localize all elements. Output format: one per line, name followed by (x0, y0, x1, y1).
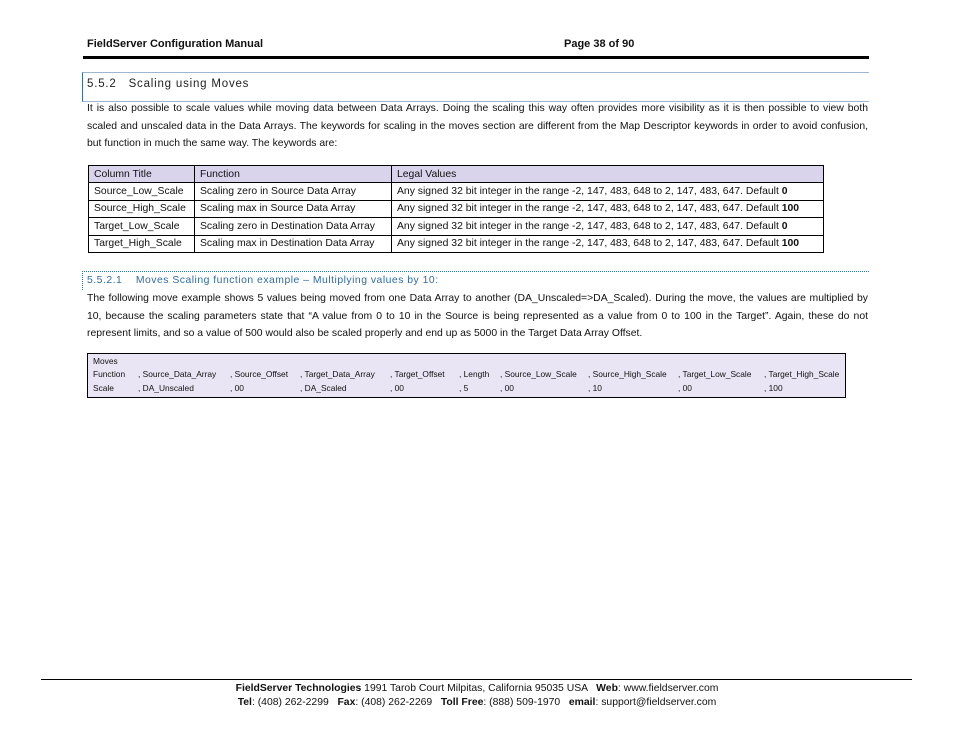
keyword-cell: Target_Low_Scale (89, 218, 195, 235)
default-value: 0 (781, 220, 788, 232)
keywords-table (88, 165, 824, 253)
moves-value: , 00 (390, 383, 404, 393)
keyword-cell: Source_Low_Scale (89, 183, 195, 200)
default-value: 0 (781, 186, 788, 198)
moves-column-label: , Target_High_Scale (764, 369, 840, 379)
table-row (89, 183, 824, 200)
moves-value: , 5 (459, 383, 469, 393)
footer-tel: : (408) 262-2299 (251, 697, 338, 708)
legal-values-text: Any signed 32 bit integer in the range -2, 147, 483, 648 to 2, 147, 483, 647. Default (397, 220, 782, 232)
footer-company: FieldServer Technologies (235, 683, 362, 694)
legal-values-cell (392, 218, 824, 235)
function-cell: Scaling max in Source Data Array (195, 200, 392, 217)
footer-rule (41, 679, 912, 680)
table-row (89, 200, 824, 217)
footer-tel-label: Tel (237, 697, 252, 708)
footer-web-label: Web (596, 683, 618, 694)
table-header-row (89, 166, 824, 183)
moves-column-label: , Length (459, 369, 490, 379)
footer-web: : www.fieldserver.com (617, 683, 719, 694)
moves-column-label: , Source_Data_Array (138, 369, 217, 379)
function-cell: Scaling max in Destination Data Array (195, 235, 392, 252)
moves-value: , DA_Scaled (300, 383, 347, 393)
moves-value: , 00 (500, 383, 514, 393)
table-row (89, 218, 824, 235)
page-header (87, 38, 868, 54)
footer-email: : support@fieldserver.com (595, 697, 717, 708)
moves-example-box (87, 353, 846, 398)
footer-email-label: email (568, 697, 596, 708)
column-header: Legal Values (392, 166, 824, 183)
moves-column-label: Function (93, 369, 126, 379)
moves-column-label: , Source_Low_Scale (500, 369, 577, 379)
moves-title: Moves (93, 356, 118, 366)
manual-title: FieldServer Configuration Manual (87, 38, 264, 50)
footer-address: 1991 Tarob Court Milpitas, California 95035 USA (361, 683, 597, 694)
function-cell: Scaling zero in Destination Data Array (195, 218, 392, 235)
column-header: Column Title (89, 166, 195, 183)
footer-fax: : (408) 262-2269 (355, 697, 441, 708)
moves-column-label: , Source_High_Scale (588, 369, 667, 379)
moves-value: , DA_Unscaled (138, 383, 194, 393)
legal-values-text: Any signed 32 bit integer in the range -2, 147, 483, 648 to 2, 147, 483, 647. Default (397, 203, 782, 215)
moves-column-label: , Target_Data_Array (300, 369, 375, 379)
footer-line-address (0, 683, 954, 694)
moves-value: , 00 (230, 383, 244, 393)
example-paragraph: The following move example shows 5 values being moved from one Data Array to another (DA_Unscaled=>DA_Scaled). During the move, the values are multiplied by 10, because the scaling parameters state that “A value from 0 to 10 in the Source is being represented as a value from 0 to 100 in the Target”. Again, these do not represent limits, and so a value of 500 would also be scaled properly and end up as 5000 in the Target Data Array Offset. (87, 293, 868, 339)
table-row (89, 235, 824, 252)
legal-values-text: Any signed 32 bit integer in the range -2, 147, 483, 648 to 2, 147, 483, 647. Default (397, 238, 782, 250)
moves-column-label: , Source_Offset (230, 369, 289, 379)
footer-line-contact (0, 697, 954, 708)
intro-paragraph: It is also possible to scale values while moving data between Data Arrays. Doing the scaling this way often provides more visibility as it is then possible to view both scaled and unscaled data in the Data Arrays. The keywords for scaling in the moves section are different from the Map Descriptor keywords in order to avoid confusion, but function in much the same way. The keywords are: (87, 103, 868, 149)
legal-values-text: Any signed 32 bit integer in the range -2, 147, 483, 648 to 2, 147, 483, 647. Default (397, 186, 782, 198)
moves-value: , 00 (678, 383, 692, 393)
function-cell: Scaling zero in Source Data Array (195, 183, 392, 200)
footer-fax-label: Fax (337, 697, 356, 708)
default-value: 100 (781, 203, 800, 215)
moves-column-label: , Target_Offset (390, 369, 445, 379)
page-number: Page 38 of 90 (564, 38, 635, 50)
keyword-cell: Target_High_Scale (89, 235, 195, 252)
section-heading: 5.5.2 Scaling using Moves (87, 78, 250, 90)
legal-values-cell (392, 200, 824, 217)
default-value: 100 (781, 238, 800, 250)
moves-value: Scale (93, 383, 114, 393)
moves-column-label: , Target_Low_Scale (678, 369, 752, 379)
moves-value: , 10 (588, 383, 602, 393)
subsection-heading: 5.5.2.1 Moves Scaling function example – Multiplying values by 10: (87, 275, 439, 286)
footer-tollfree-label: Toll Free (440, 697, 484, 708)
moves-value: , 100 (764, 383, 783, 393)
column-header: Function (195, 166, 392, 183)
legal-values-cell (392, 183, 824, 200)
keyword-cell: Source_High_Scale (89, 200, 195, 217)
footer-tollfree: : (888) 509-1970 (483, 697, 569, 708)
header-rule (83, 56, 869, 59)
legal-values-cell (392, 235, 824, 252)
